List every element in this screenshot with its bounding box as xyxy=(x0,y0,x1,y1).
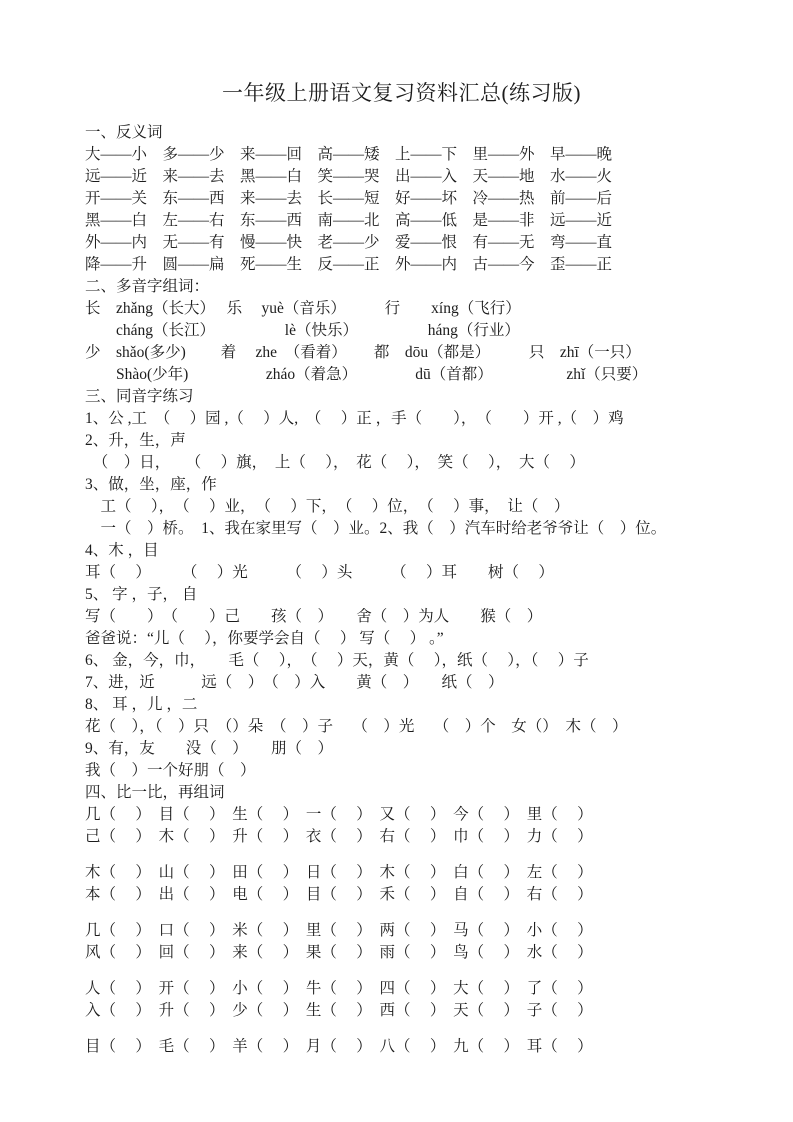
section-heading-homophones: 三、同音字练习 xyxy=(85,388,194,405)
homophone-line: （ ）日， （ ）旗， 上（ ）， 花（ ）， 笑（ ）， 大（ ） xyxy=(85,454,585,471)
compare-row: 风（ ） 回（ ） 来（ ） 果（ ） 雨（ ） 鸟（ ） 水（ ） xyxy=(85,944,593,961)
blank-line xyxy=(85,964,733,978)
antonym-row: 远——近 来——去 黑——白 笑——哭 出——入 天——地 水——火 xyxy=(85,168,613,185)
homophone-line: 6、 金，今，巾， 毛（ ）， （ ）天，黄（ ），纸（ ），（ ）子 xyxy=(85,652,589,669)
homophone-line: 爸爸说：“儿（ ），你要学会自（ ） 写（ ） 。” xyxy=(85,630,444,647)
homophone-line: 我（ ）一个好朋（ ） xyxy=(85,762,256,779)
polyphonic-row: Shào(少年) zháo（着急） dū（首都） zhǐ（只要） xyxy=(85,366,648,383)
antonym-row: 黑——白 左——右 东——西 南——北 高——低 是——非 远——近 xyxy=(85,212,613,229)
section-heading-compare: 四、比一比，再组词 xyxy=(85,784,225,801)
polyphonic-row: 少 shǎo(多少) 着 zhe （看着） 都 dōu（都是） 只 zhī（一只） xyxy=(85,344,641,361)
compare-row: 人（ ） 开（ ） 小（ ） 牛（ ） 四（ ） 大（ ） 了（ ） xyxy=(85,980,593,997)
antonym-row: 开——关 东——西 来——去 长——短 好——坏 冷——热 前——后 xyxy=(85,190,613,207)
homophone-line: 7、进，近 远（ ） （ ）入 黄（ ） 纸（ ） xyxy=(85,674,504,691)
homophone-line: 8、 耳 ，儿 ，二 xyxy=(85,696,198,713)
homophone-line: 一（ ）桥。 1、我在家里写（ ）业。2、我（ ）汽车时给老爷爷让（ ）位。 xyxy=(85,520,667,537)
homophone-line: 9、有，友 没（ ） 朋（ ） xyxy=(85,740,334,757)
polyphonic-row: cháng（长江） lè（快乐） háng（行业） xyxy=(85,322,520,339)
antonym-row: 大——小 多——少 来——回 高——矮 上——下 里——外 早——晚 xyxy=(85,146,613,163)
compare-row: 本（ ） 出（ ） 电（ ） 目（ ） 禾（ ） 自（ ） 右（ ） xyxy=(85,886,593,903)
section-heading-polyphonic: 二、多音字组词： xyxy=(85,278,210,295)
compare-row: 几（ ） 目（ ） 生（ ） 一（ ） 又（ ） 今（ ） 里（ ） xyxy=(85,806,593,823)
compare-row: 几（ ） 口（ ） 米（ ） 里（ ） 两（ ） 马（ ） 小（ ） xyxy=(85,922,593,939)
doc-title: 一年级上册语文复习资料汇总(练习版) xyxy=(222,81,581,105)
compare-row: 入（ ） 升（ ） 少（ ） 生（ ） 西（ ） 天（ ） 子（ ） xyxy=(85,1002,593,1019)
homophone-line: 2、升，生，声 xyxy=(85,432,186,449)
blank-line xyxy=(85,1022,733,1036)
compare-row: 己（ ） 木（ ） 升（ ） 衣（ ） 右（ ） 巾（ ） 力（ ） xyxy=(85,828,593,845)
homophone-line: 5、 字 ，子， 自 xyxy=(85,586,198,603)
homophone-line: 工（ ）， （ ）业， （ ）下， （ ）位， （ ）事， 让（ ） xyxy=(85,498,570,515)
blank-line xyxy=(85,848,733,862)
compare-row: 目（ ） 毛（ ） 羊（ ） 月（ ） 八（ ） 九（ ） 耳（ ） xyxy=(85,1038,593,1055)
section-heading-antonyms: 一、反义词 xyxy=(85,124,163,141)
polyphonic-row: 长 zhǎng（长大） 乐 yuè（音乐） 行 xíng（飞行） xyxy=(85,300,521,317)
compare-row: 木（ ） 山（ ） 田（ ） 日（ ） 木（ ） 白（ ） 左（ ） xyxy=(85,864,593,881)
antonym-row: 外——内 无——有 慢——快 老——少 爱——恨 有——无 弯——直 xyxy=(85,234,613,251)
homophone-line: 1、公 ,工 （ ）园 ,（ ）人, （ ）正 ，手（ ）， （ ）开 ,（ ）鸡 xyxy=(85,410,624,427)
homophone-line: 3、做，坐，座，作 xyxy=(85,476,217,493)
homophone-line: 4、木 ，目 xyxy=(85,542,159,559)
homophone-line: 花（ ），（ ）只 （）朵 （ ）子 （ ）光 （ ）个 女（） 木（ ） xyxy=(85,718,628,735)
homophone-line: 写（ ） （ ）己 孩（ ） 舍（ ）为人 猴（ ） xyxy=(85,608,543,625)
homophone-line: 耳（ ） （ ）光 （ ）头 （ ）耳 树（ ） xyxy=(85,564,554,581)
antonym-row: 降——升 圆——扁 死——生 反——正 外——内 古——今 歪——正 xyxy=(85,256,613,273)
blank-line xyxy=(85,906,733,920)
